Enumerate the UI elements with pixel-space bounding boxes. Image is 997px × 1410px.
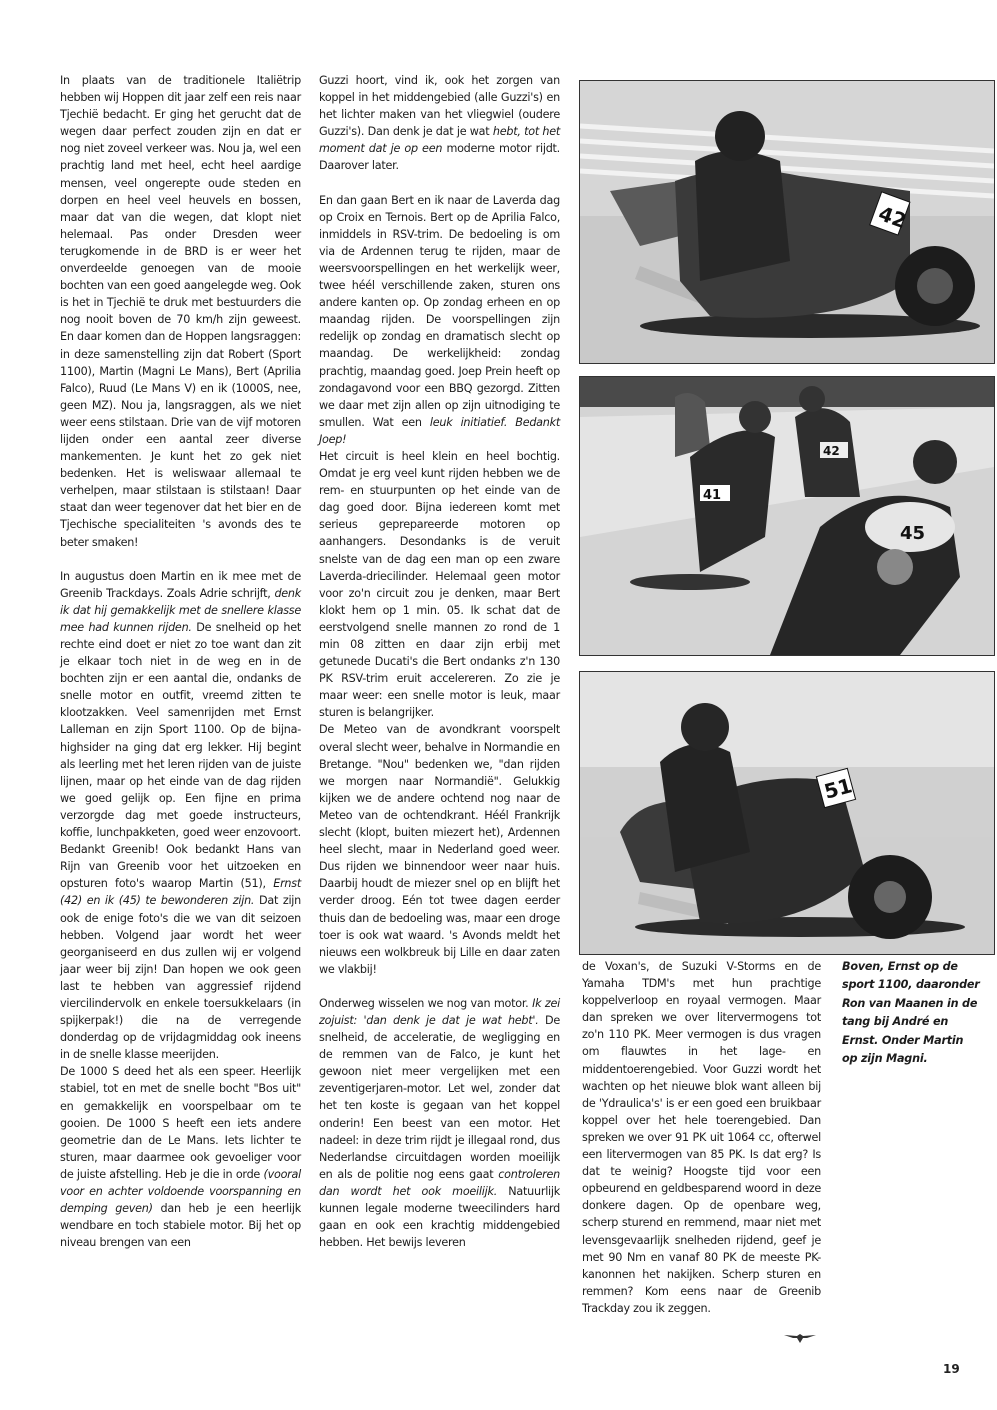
text-run: Dat zijn ook de enige foto's die we van dit seizoen hebben. Volgend jaar wordt het weer georganiseerd en dus zullen wij er volgend jaar weer bij zijn! Dan hopen we ook geen last te hebben van aggressief rijdend viercilindervolk en enkele toersukkelaars (in spijkerpak!) die na de verregende donderdag op de vrijdagmiddag ook ineens in de snelle klasse meerijden. [60, 894, 301, 1062]
race-number: 42 [823, 444, 840, 458]
text-run: En dan gaan Bert en ik naar de Laverda dag op Croix en Ternois. Bert op de Aprilia Falco, inmiddels in RSV-trim. De bedoeling is om via de Ardennen terug te rijden, maar de weersvoorspellingen en het werkelijk weer, twee héél verschillende zaken, sturen ons andere kanten op. Op zondag erheen en op maandag rijden. De voorspellingen zijn redelijk op zondag en dramatisch slecht op maandag. De werkelijkheid: zondag prachtig, maandag goed. Joep Prein heeft op zondagavond voor een BBQ gezorgd. Zitten we daar met zijn allen op zijn uitnodiging te smullen. Wat een [319, 193, 560, 429]
photo-rider-42 [579, 80, 995, 364]
race-number: 45 [900, 523, 926, 544]
text-run: de Voxan's, de Suzuki V-Storms en de Yamaha TDM's met hun prachtige koppelverloop en royaal vermogen. Maar dan spreken we over litervermogens tot zo'n 110 PK. Meer vermogen is dus vragen om flauwtes in het lage- en middentoerengebied. [582, 960, 821, 1076]
text-run: De snelheid, de acceleratie, de wegligging en de remmen van de Falco, je kunt het gewoon niet meer vergelijken met een zeventigerjaren-motor. Let wel, zonder dat het ten koste is gegaan van het koppel onderin! Een beest van een motor. Het nadeel: in deze trim rijdt je illegaal rond, dus Nederlandse circuitdagen worden moeilijk en als de politie nog eens gaat [319, 1013, 560, 1181]
photo-rider-51 [579, 671, 995, 955]
text-run: Onderweg wisselen we nog van motor. [319, 996, 529, 1010]
page-number: 19 [943, 1362, 960, 1376]
text-run: Voor Guzzi wordt het wachten op het nieuwe blok want alleen bij de 'Ydraulica's' is er een goed een bruikbaar koppel over het hele toerengebied. Dan spreken we over 91 PK uit 1064 cc, ofterwel een litervermogen van 85 PK. Is dat erg? Is dat te weinig? Hoogste tijd voor een opbeurend en geldbesparend woord in deze donkere dagen. Op de openbare weg, scherp sturend en remmend, maar niet met levensgevaarlijk snelheden rijdend, geef je met 90 Nm en vanaf 80 PK de meeste PK-kanonnen het nakijken. Scherp sturen en remmen? Kom eens naar de Greenib Trackday zou ik zeggen. [582, 1062, 821, 1315]
text-run: In augustus doen Martin en ik mee met de Greenib Trackdays. Zoals Adrie schrijft, [60, 569, 301, 600]
italic-run: leuk initiatief. Bedankt Joep! [319, 415, 560, 446]
race-number: 51 [821, 773, 855, 804]
italic-run: controleren dan wordt het ook moeilijk. [319, 1167, 560, 1198]
text-run: De 1000 S deed het als een speer. Heerlijk stabiel, tot en met de snelle bocht "Bos uit" en gemakkelijk en voorspelbaar om te gooien. De 1000 S heeft een iets andere geometrie dan de Le Mans. Iets lichter te sturen, maar daarmee ook gevoeliger voor de juiste afstelling. Heb je die in orde [60, 1065, 301, 1181]
text-run: dan heb je een heerlijk wendbare en toch stabiele motor. Bij het op niveau brengen van een [60, 1202, 301, 1250]
paragraph: Het circuit is heel klein en heel bochtig. Omdat je erg veel kunt rijden hebben we de rem- en stuurpunten op het einde van de dag goed door. Bijna iedereen komt met serieus geprepareerde motoren op aanhangers. Desondanks is de veruit snelste van de dag een man op een zware Laverda-driecilinder. Helemaal geen motor voor zo'n circuit zou je denken, maar Bert klokt hem op 1 min. 05. Ik schat dat de eerstvolgend snelle mannen zo rond de 1 min 08 zitten en daar zijn erbij met getunede Ducati's die Bert ondanks z'n 130 PK RSV-trim eruit accelereren. Zo zie je maar weer: een snelle motor is leuk, maar sturen is belangrijker. [319, 449, 560, 720]
italic-run: Ik zei zojuist: 'dan denk je dat je wat hebt'. [319, 996, 561, 1027]
paragraph [319, 192, 560, 448]
italic-run: hebt, tot het moment dat je op een [319, 125, 561, 156]
photo-caption: Boven, Ernst op de sport 1100, daaronder Ron van Maanen in de tang bij André en Ernst. Onder Martin op zijn Magni. [842, 960, 980, 1066]
text-run: De snelheid op het rechte eind doet er niet zo toe want dan zit je elkaar toch niet in de weg en in de bochten zijn er een aantal die, ondanks de snelle motor en outfit, vreemd zitten te klootzakken. Veel samenrijden met Ernst Lalleman en zijn Sport 1100. Op de bijna-highsider na ging dat erg lekker. Hij begint als leerling met het leren rijden van de juiste lijnen, maar op het einde van de dag rijden we goed gelijk op. Een fijne en prima verzorgde dag met goede instructeurs, koffie, lunchpakketen, goed weer enzovoort. Bedankt Greenib! Ook bedankt Hans van Rijn van Greenib voor het uitzoeken en opsturen foto's waarop Martin (51), [60, 620, 301, 891]
paragraph [582, 958, 821, 1317]
text-run: moderne motor rijdt. Daarover later. [319, 142, 560, 173]
race-number: 41 [703, 488, 722, 503]
paragraph: De Meteo van de avondkrant voorspelt overal slecht weer, behalve in Normandie en Bretange. "Nou" bedenken we, "dan rijden we morgen naar Normandië". Gelukkig kijken we de andere ochtend nog naar de Meteo van de ochtendkrant. Héél Frankrijk slecht (klopt, buiten miezert het), Ardennen heel slecht, maar in Nederland goed weer. Dus rijden we binnendoor weer naar huis. Daarbij houdt de miezer snel op en blijft het verder droog. Eén tot twee dagen eerder thuis dan de bedoeling was, maar een droge toer is ook wat waard. 's Avonds meldt het nieuws een wolkbreuk bij Lille en daar zaten we vlakbij! [319, 723, 560, 976]
article-column-3 [582, 958, 821, 1317]
article-column-2 [319, 72, 560, 1251]
paragraph [60, 1063, 301, 1251]
photo-group-riders [579, 376, 995, 656]
paragraph [319, 995, 560, 1251]
winged-eagle-logo-icon [783, 1332, 817, 1344]
paragraph: In plaats van de traditionele Italiëtrip hebben wij Hoppen dit jaar zelf een reis naar Tjechië bedacht. Er ging het gerucht dat de wegen daar perfect zouden zijn en dat er nog niet zoveel verkeer was. Nou ja, wel een prachtig land met heel, echt heel aardige mensen, veel ongerepte oude steden en dorpen en heel veel heuvels en bossen, maar dat van die wegen, dat klopt niet helemaal. Pas onder Dresden weer terugkomende in de BRD is er weer het onverdeelde genoegen van de mooie bochten van een goed aangelegde weg. Ook is het in Tjechië te druk met bestuurders die nog nooit boven de 70 km/h zijn geweest. En daar komen dan de Hoppen langsraggen: in deze samenstelling zijn dat Robert (Sport 1100), Martin (Magni Le Mans), Bert (Aprilia Falco), Ruud (Le Mans V) en ik (1000S, nee, geen MZ). Nou ja, langsraggen, als we niet weer eens stilstaan. Drie van de vijf motoren lijden onder een aantal zeer diverse mankementen. Je kunt het zo gek niet bedenken. Het is weliswaar allemaal te verhelpen, maar stilstaan is stilstaan! Daar staat dan weer tegenover dat het bier en de Tjechische specialiteiten 's avonds des te beter smaken! [60, 74, 301, 549]
paragraph [60, 568, 301, 1064]
race-number: 42 [875, 201, 910, 234]
italic-run: Ernst (42) en ik (45) te bewonderen zijn. [60, 877, 301, 908]
italic-run: (vooral voor en achter voldoende voorspanning en demping geven) [60, 1167, 301, 1216]
italic-run: denk ik dat hij gemakkelijk met de snellere klasse mee had kunnen rijden. [60, 586, 301, 634]
article-column-1 [60, 72, 301, 1251]
paragraph [319, 72, 560, 175]
text-run: Guzzi hoort, vind ik, ook het zorgen van koppel in het middengebied (alle Guzzi's) en het lichter maken van het vliegwiel (oudere Guzzi's). Dan denk je dat je wat [319, 74, 560, 139]
text-run: Natuurlijk kunnen legale moderne tweecilinders hard gaan en ook een krachtig middengebied hebben. Het bewijs leveren [319, 1184, 560, 1250]
